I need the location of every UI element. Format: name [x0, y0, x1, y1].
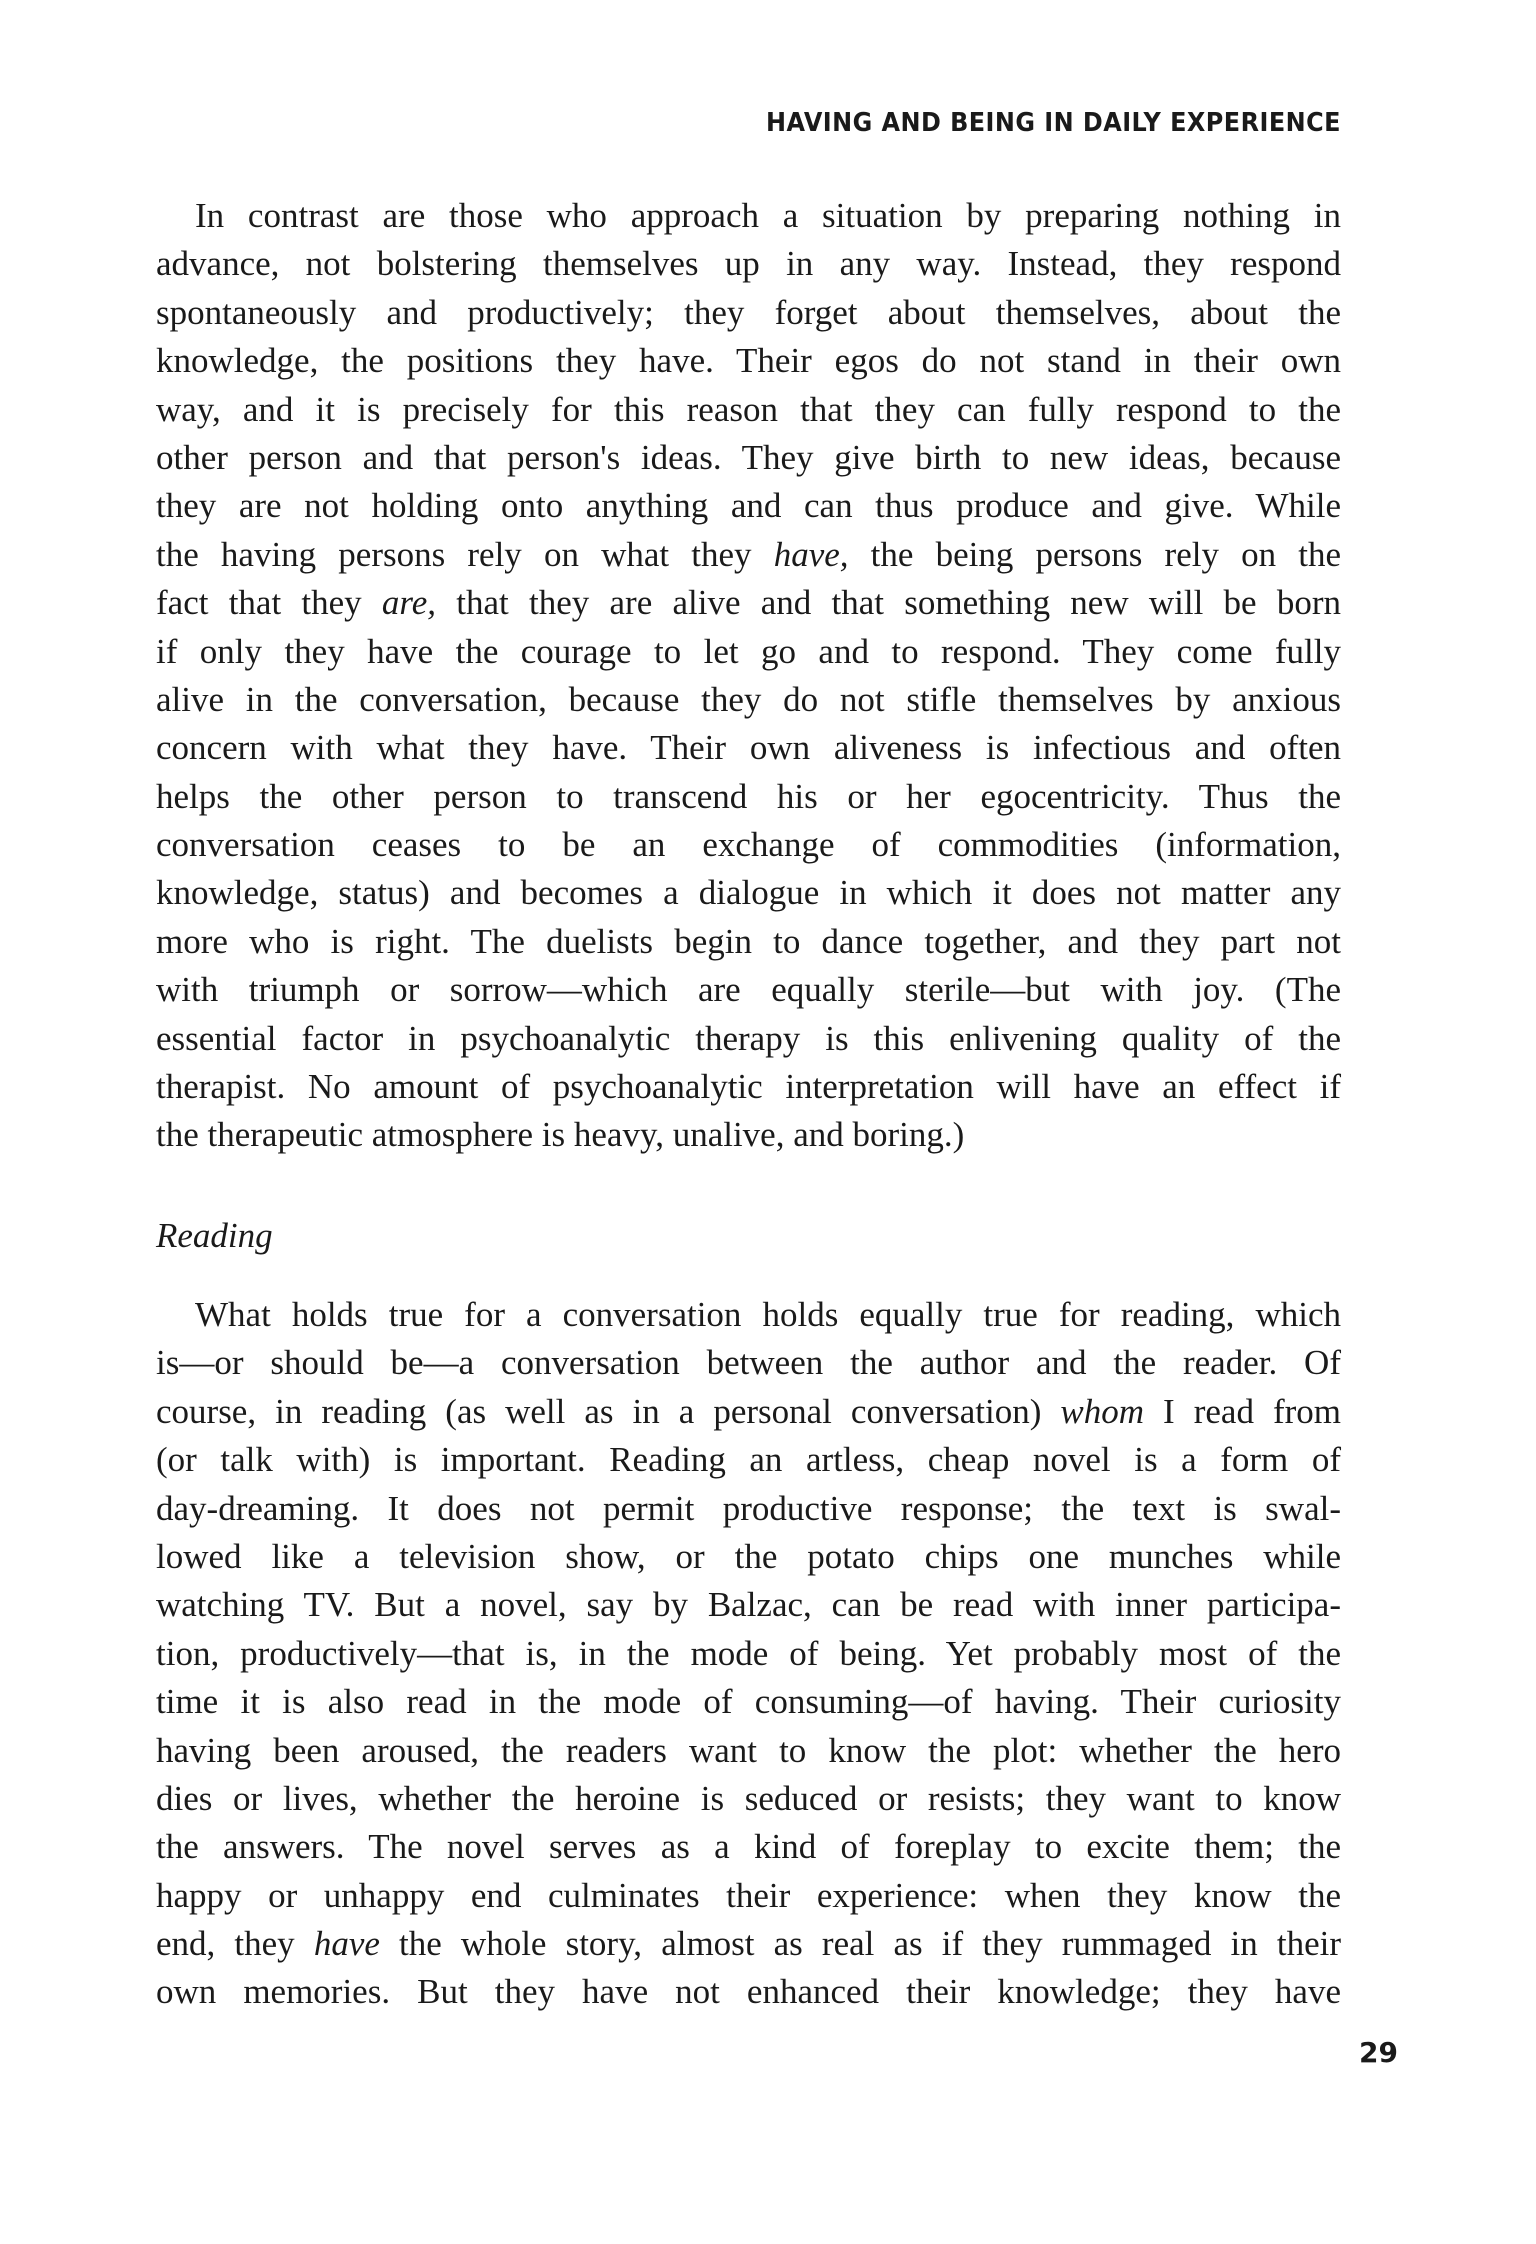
section-heading: Reading [156, 1216, 273, 1255]
paragraph-conversation [156, 192, 1341, 1160]
text-line: happy or unhappy end culminates their experience: when they know the [156, 1875, 1341, 1915]
text-line [156, 1920, 1341, 1968]
text-line: day-dreaming. It does not permit productive response; the text is swal- [156, 1488, 1341, 1528]
text-line [156, 1388, 1341, 1436]
text-line: time it is also read in the mode of consuming—of having. Their curiosity [156, 1682, 1341, 1722]
text-segment: course, in reading (as well as in a personal conversation) [156, 1391, 1061, 1431]
text-line: (or talk with) is important. Reading an artless, cheap novel is a form of [156, 1440, 1341, 1480]
text-segment: that they are alive and that something new will be born [436, 583, 1341, 623]
text-line [156, 579, 1341, 627]
text-line: lowed like a television show, or the potato chips one munches while [156, 1536, 1341, 1576]
text-line: advance, not bolstering themselves up in any way. Instead, they respond [156, 244, 1341, 284]
text-line: therapist. No amount of psychoanalytic interpretation will have an effect if [156, 1067, 1341, 1107]
text-line: alive in the conversation, because they do not stifle themselves by anxious [156, 679, 1341, 719]
text-line: knowledge, status) and becomes a dialogue in which it does not matter any [156, 873, 1341, 913]
text-line [156, 531, 1341, 579]
italic-emphasis: whom [1060, 1391, 1145, 1431]
text-segment: I read from [1144, 1391, 1341, 1431]
text-segment: the having persons rely on what they [156, 534, 774, 574]
text-line: with triumph or sorrow—which are equally sterile—but with joy. (The [156, 970, 1341, 1010]
text-segment: the being persons rely on the [848, 534, 1342, 574]
text-line: conversation ceases to be an exchange of commodities (information, [156, 825, 1341, 865]
text-line: is—or should be—a conversation between the author and the reader. Of [156, 1343, 1341, 1383]
text-segment: fact that they [156, 583, 382, 623]
italic-emphasis: have [313, 1924, 380, 1964]
text-line: way, and it is precisely for this reason that they can fully respond to the [156, 389, 1341, 429]
text-line: What holds true for a conversation holds equally true for reading, which [195, 1295, 1341, 1334]
paragraph-reading [156, 1291, 1341, 2017]
running-head: HAVING AND BEING IN DAILY EXPERIENCE [766, 108, 1341, 138]
text-line: tion, productively—that is, in the mode of being. Yet probably most of the [156, 1633, 1341, 1673]
text-line: if only they have the courage to let go and to respond. They come fully [156, 631, 1341, 671]
text-line: concern with what they have. Their own aliveness is infectious and often [156, 728, 1341, 768]
text-line: more who is right. The duelists begin to dance together, and they part not [156, 921, 1341, 961]
text-line: In contrast are those who approach a situation by preparing nothing in [195, 196, 1341, 235]
page-number: 29 [1359, 2036, 1398, 2069]
text-line: other person and that person's ideas. They give birth to new ideas, because [156, 437, 1341, 477]
text-line: the answers. The novel serves as a kind of foreplay to excite them; the [156, 1827, 1341, 1867]
text-line: knowledge, the positions they have. Their egos do not stand in their own [156, 341, 1341, 381]
text-line: essential factor in psychoanalytic therapy is this enlivening quality of the [156, 1018, 1341, 1058]
text-line: own memories. But they have not enhanced their knowledge; they have [156, 1972, 1341, 2012]
text-line: having been aroused, the readers want to know the plot: whether the hero [156, 1730, 1341, 1770]
text-segment: the whole story, almost as real as if they rummaged in their [379, 1924, 1342, 1964]
text-line: the therapeutic atmosphere is heavy, unalive, and boring.) [156, 1115, 965, 1155]
text-line: they are not holding onto anything and can thus produce and give. While [156, 486, 1341, 526]
italic-emphasis: have, [773, 534, 849, 574]
italic-emphasis: are, [381, 583, 437, 623]
text-line: helps the other person to transcend his or her egocentricity. Thus the [156, 776, 1341, 816]
text-line: watching TV. But a novel, say by Balzac, can be read with inner participa- [156, 1585, 1341, 1625]
text-line: spontaneously and productively; they forget about themselves, about the [156, 292, 1341, 332]
text-line: dies or lives, whether the heroine is seduced or resists; they want to know [156, 1778, 1341, 1818]
text-segment: end, they [156, 1924, 314, 1964]
